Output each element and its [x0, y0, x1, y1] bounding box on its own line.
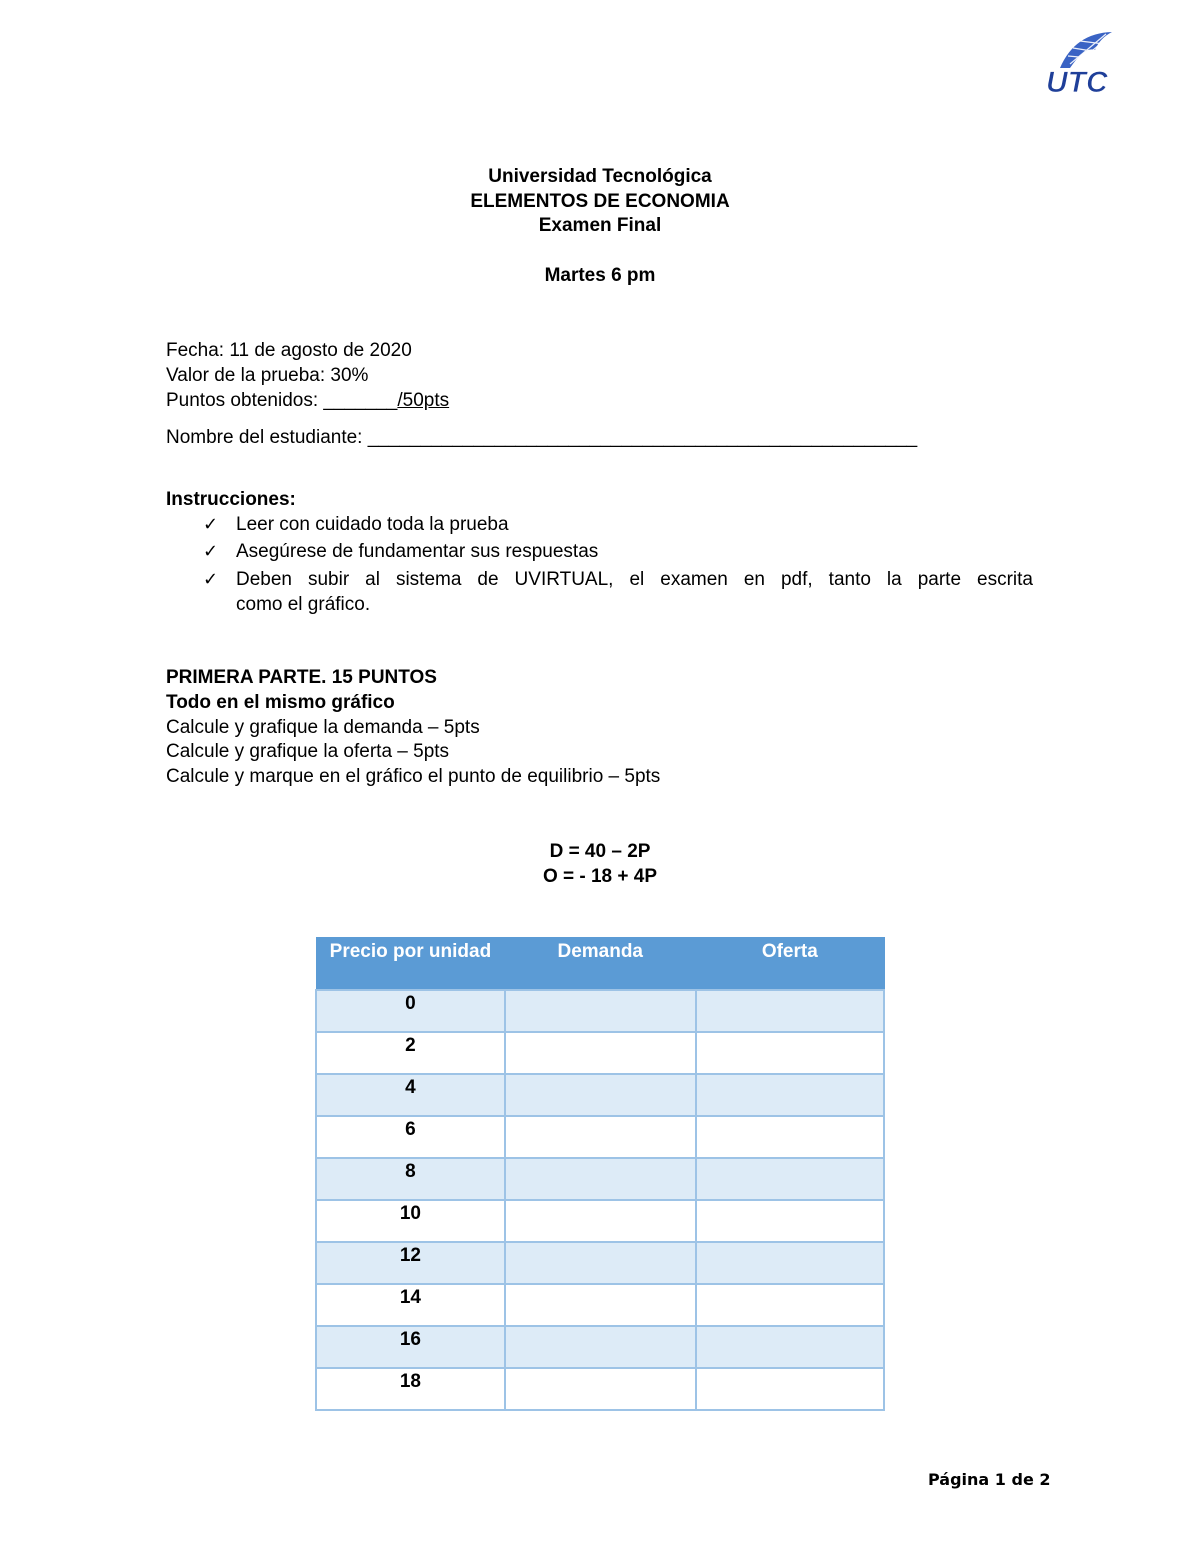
utc-logo	[1040, 28, 1120, 100]
price-cell: 14	[316, 1284, 505, 1326]
supply-cell[interactable]	[696, 1074, 884, 1116]
instruction-item-continued: como el gráfico.	[236, 594, 371, 615]
demand-cell[interactable]	[505, 1242, 696, 1284]
instructions-title: Instrucciones:	[166, 489, 296, 510]
table-row	[316, 1284, 884, 1326]
exam-schedule: Martes 6 pm	[544, 265, 656, 286]
university-name: Universidad Tecnológica	[488, 166, 712, 187]
price-cell: 4	[316, 1074, 505, 1116]
table-row	[316, 1200, 884, 1242]
check-icon: ✓	[203, 569, 219, 589]
price-cell: 0	[316, 990, 505, 1032]
header-demand: Demanda	[505, 937, 696, 990]
table-row	[316, 1032, 884, 1074]
instruction-item: Deben subir al sistema de UVIRTUAL, el examen en pdf, tanto la parte escrita	[236, 569, 1033, 590]
student-name-blank[interactable]: ____________________________________________________	[367, 427, 918, 448]
check-icon: ✓	[203, 541, 219, 561]
demand-cell[interactable]	[505, 1032, 696, 1074]
student-name-line	[166, 427, 917, 449]
price-cell: 16	[316, 1326, 505, 1368]
supply-cell[interactable]	[696, 1032, 884, 1074]
table-row	[316, 1368, 884, 1410]
check-icon: ✓	[203, 514, 219, 534]
demand-cell[interactable]	[505, 1284, 696, 1326]
student-name-label: Nombre del estudiante:	[166, 427, 368, 448]
supply-demand-table	[315, 937, 885, 1411]
price-cell: 2	[316, 1032, 505, 1074]
demand-equation: D = 40 – 2P	[549, 841, 651, 862]
table-row	[316, 1158, 884, 1200]
task-item: Calcule y grafique la demanda – 5pts	[166, 717, 480, 738]
exam-date: Fecha: 11 de agosto de 2020	[166, 340, 412, 361]
demand-cell[interactable]	[505, 1326, 696, 1368]
supply-equation: O = - 18 + 4P	[542, 866, 658, 887]
supply-cell[interactable]	[696, 1158, 884, 1200]
part-one-title: PRIMERA PARTE. 15 PUNTOS	[166, 667, 437, 688]
supply-cell[interactable]	[696, 1326, 884, 1368]
task-item: Calcule y marque en el gráfico el punto de equilibrio – 5pts	[166, 766, 661, 787]
logo-swoosh-icon	[1060, 32, 1112, 68]
points-total: /50pts	[397, 390, 450, 411]
table-header-row	[316, 937, 884, 990]
points-blank[interactable]: _______	[323, 390, 398, 411]
price-cell: 6	[316, 1116, 505, 1158]
table-row	[316, 990, 884, 1032]
instruction-item: Leer con cuidado toda la prueba	[236, 514, 509, 535]
price-cell: 8	[316, 1158, 505, 1200]
page-number: Página 1 de 2	[928, 1470, 1051, 1489]
price-cell: 12	[316, 1242, 505, 1284]
price-cell: 10	[316, 1200, 505, 1242]
demand-cell[interactable]	[505, 990, 696, 1032]
table-row	[316, 1116, 884, 1158]
header-price: Precio por unidad	[316, 937, 505, 990]
table-row	[316, 1242, 884, 1284]
demand-cell[interactable]	[505, 1116, 696, 1158]
supply-cell[interactable]	[696, 990, 884, 1032]
supply-cell[interactable]	[696, 1284, 884, 1326]
table-row	[316, 1074, 884, 1116]
demand-cell[interactable]	[505, 1158, 696, 1200]
supply-cell[interactable]	[696, 1242, 884, 1284]
instruction-item: Asegúrese de fundamentar sus respuestas	[236, 541, 599, 562]
demand-cell[interactable]	[505, 1200, 696, 1242]
table-row	[316, 1326, 884, 1368]
demand-cell[interactable]	[505, 1074, 696, 1116]
course-name: ELEMENTOS DE ECONOMIA	[470, 191, 730, 212]
part-one-subtitle: Todo en el mismo gráfico	[166, 692, 395, 713]
points-label: Puntos obtenidos:	[166, 390, 324, 411]
demand-cell[interactable]	[505, 1368, 696, 1410]
task-item: Calcule y grafique la oferta – 5pts	[166, 741, 450, 762]
price-cell: 18	[316, 1368, 505, 1410]
logo-text: UTC	[1046, 66, 1108, 99]
supply-cell[interactable]	[696, 1368, 884, 1410]
supply-cell[interactable]	[696, 1116, 884, 1158]
header-supply: Oferta	[696, 937, 884, 990]
supply-cell[interactable]	[696, 1200, 884, 1242]
points-obtained	[166, 390, 449, 412]
exam-value: Valor de la prueba: 30%	[166, 365, 369, 386]
exam-title: Examen Final	[538, 215, 662, 236]
